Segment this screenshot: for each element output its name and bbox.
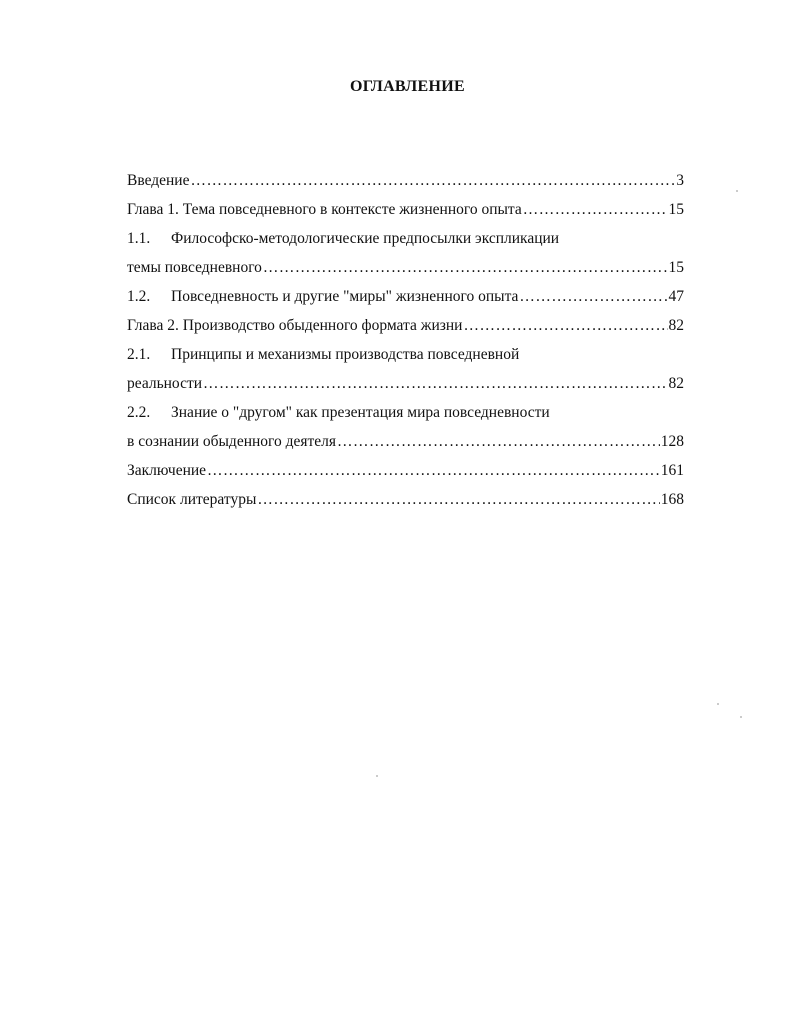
toc-entry-bibliography [127, 485, 684, 514]
scan-speck [376, 775, 378, 777]
page-title: ОГЛАВЛЕНИЕ [350, 78, 465, 95]
toc-entry-text: Философско-методологические предпосылки экспликации [171, 230, 560, 247]
toc-entry-section-2-2-continued [127, 427, 684, 456]
toc-page-number: 161 [660, 462, 684, 479]
toc-leader-dots [337, 427, 660, 456]
toc-entry-section-1-2 [127, 282, 684, 311]
toc-page-number: 82 [668, 317, 684, 334]
toc-entry-text: в сознании обыденного деятеля [127, 433, 337, 450]
toc-entry-text: темы повседневного [127, 259, 262, 276]
toc-leader-dots [207, 456, 660, 485]
toc-entry-text: Список литературы [127, 491, 257, 508]
toc-entry-section-2-1 [127, 340, 684, 369]
toc-page-number: 15 [668, 201, 684, 218]
toc-entry-chapter-2 [127, 311, 684, 340]
toc-leader-dots [463, 311, 667, 340]
toc-page-number: 3 [676, 172, 684, 189]
toc-leader-dots [257, 485, 659, 514]
toc-entry-text: реальности [127, 375, 203, 392]
toc-entry-section-1-1-continued [127, 253, 684, 282]
toc-page-number: 15 [668, 259, 684, 276]
toc-page-number: 128 [660, 433, 684, 450]
toc-leader-dots [263, 253, 668, 282]
toc-entry-section-2-2 [127, 398, 684, 427]
toc-page-number: 47 [668, 288, 684, 305]
scan-speck [717, 703, 719, 705]
toc-section-number: 1.1. [127, 230, 151, 247]
toc-entry-text: Знание о "другом" как презентация мира повседневности [171, 404, 550, 421]
toc-entry-section-2-1-continued [127, 369, 684, 398]
scan-speck [740, 716, 742, 718]
toc-leader-dots [523, 195, 668, 224]
toc-page-number: 82 [668, 375, 684, 392]
toc-entry-text: Принципы и механизмы производства повседневной [171, 346, 520, 363]
toc-entry-introduction [127, 166, 684, 195]
toc-leader-dots [519, 282, 667, 311]
toc-page-number: 168 [660, 491, 684, 508]
toc-entry-section-1-1 [127, 224, 684, 253]
toc-section-number: 1.2. [127, 288, 151, 305]
toc-entry-text: Глава 2. Производство обыденного формата жизни [127, 317, 463, 334]
toc-entry-text: Заключение [127, 462, 207, 479]
toc-entry-text: Введение [127, 172, 190, 189]
toc-entry-text: Глава 1. Тема повседневного в контексте жизненного опыта [127, 201, 522, 218]
table-of-contents [127, 166, 684, 514]
toc-entry-chapter-1 [127, 195, 684, 224]
toc-leader-dots [203, 369, 667, 398]
toc-section-number: 2.2. [127, 404, 151, 421]
toc-entry-text: Повседневность и другие "миры" жизненного опыта [171, 288, 519, 305]
scan-speck [736, 190, 738, 192]
toc-section-number: 2.1. [127, 346, 151, 363]
toc-entry-conclusion [127, 456, 684, 485]
toc-leader-dots [190, 166, 675, 195]
